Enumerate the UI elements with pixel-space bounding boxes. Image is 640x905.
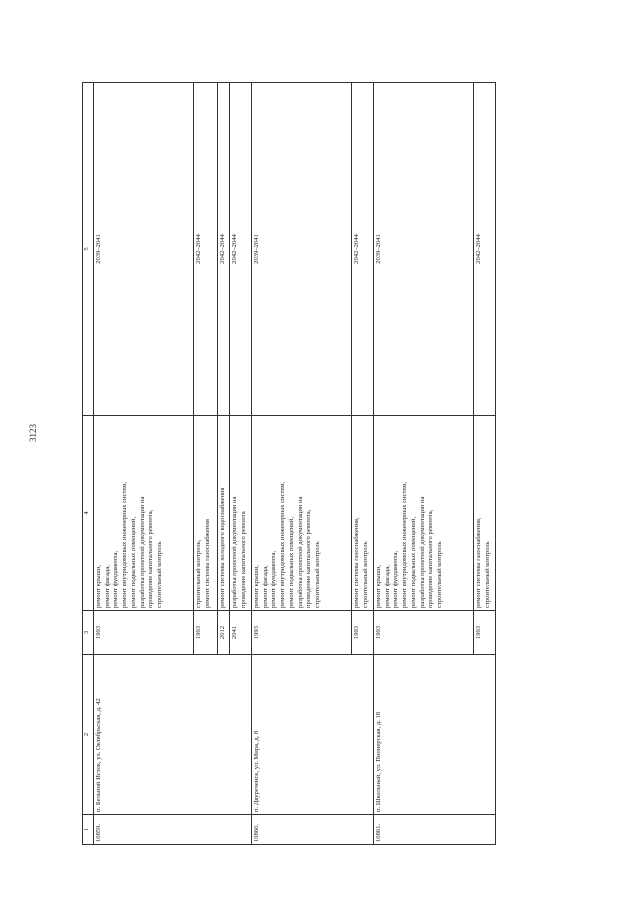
column-number-row — [83, 83, 94, 845]
works-cell: ремонт системы холодного водоснабжения — [218, 416, 230, 611]
period-cell: 2042–2044 — [352, 83, 374, 416]
works-cell: разработка проектной документации на проведение капитального ремонта — [230, 416, 252, 611]
table-row — [252, 83, 352, 845]
year-cell: 1993 — [352, 611, 374, 655]
year-cell: 1993 — [194, 611, 218, 655]
column-header: 1 — [83, 815, 94, 845]
year-cell: 1993 — [474, 611, 496, 655]
year-cell: 1993 — [374, 611, 474, 655]
address-cell: п. Двуреченск, ул. Мира, д. 8 — [252, 655, 374, 815]
works-cell: ремонт системы газоснабжения, строительный контроль — [474, 416, 496, 611]
column-header: 5 — [83, 83, 94, 416]
row-number: 10861. — [374, 815, 496, 845]
year-cell: 1993 — [252, 611, 352, 655]
period-cell: 2042–2044 — [218, 83, 230, 416]
column-header: 3 — [83, 611, 94, 655]
year-cell: 2041 — [230, 611, 252, 655]
table-row — [94, 83, 194, 845]
period-cell: 2039–2041 — [252, 83, 352, 416]
rotated-table-container — [82, 83, 509, 845]
works-cell: ремонт крыши, ремонт фасада, ремонт фундамента, ремонт внутридомовых инженерных систем, ремонт подвальных помещений, разработка проектной документации на проведение капитального ремонта, строительный контроль — [252, 416, 352, 611]
works-cell: ремонт крыши, ремонт фасада, ремонт фундамента, ремонт внутридомовых инженерных систем, ремонт подвальных помещений, разработка проектной документации на проведение капитального ремонта, строительный контроль — [374, 416, 474, 611]
year-cell: 2012 — [218, 611, 230, 655]
works-cell: ремонт крыши, ремонт фасада, ремонт фундамента, ремонт внутридомовых инженерных систем, ремонт подвальных помещений, разработка проектной документации на проведение капитального ремонта, строительный контроль — [94, 416, 194, 611]
period-cell: 2042–2044 — [194, 83, 218, 416]
year-cell: 1993 — [94, 611, 194, 655]
column-header: 4 — [83, 416, 94, 611]
works-cell: ремонт системы газоснабжения, строительный контроль — [352, 416, 374, 611]
works-cell: строительный контроль, ремонт системы газоснабжения — [194, 416, 218, 611]
row-number: 10859. — [94, 815, 252, 845]
address-cell: п. Школьный, ул. Пионерская, д. 18 — [374, 655, 496, 815]
period-cell: 2042–2044 — [474, 83, 496, 416]
row-number: 10860. — [252, 815, 374, 845]
repair-schedule-table — [82, 82, 496, 845]
column-header: 2 — [83, 655, 94, 815]
period-cell: 2039–2041 — [374, 83, 474, 416]
page-number: 3123 — [28, 424, 38, 442]
table-row — [374, 83, 474, 845]
address-cell: п. Бельний Исток, ул. Октябрьская, д. 42 — [94, 655, 252, 815]
period-cell: 2039–2041 — [94, 83, 194, 416]
period-cell: 2042–2044 — [230, 83, 252, 416]
